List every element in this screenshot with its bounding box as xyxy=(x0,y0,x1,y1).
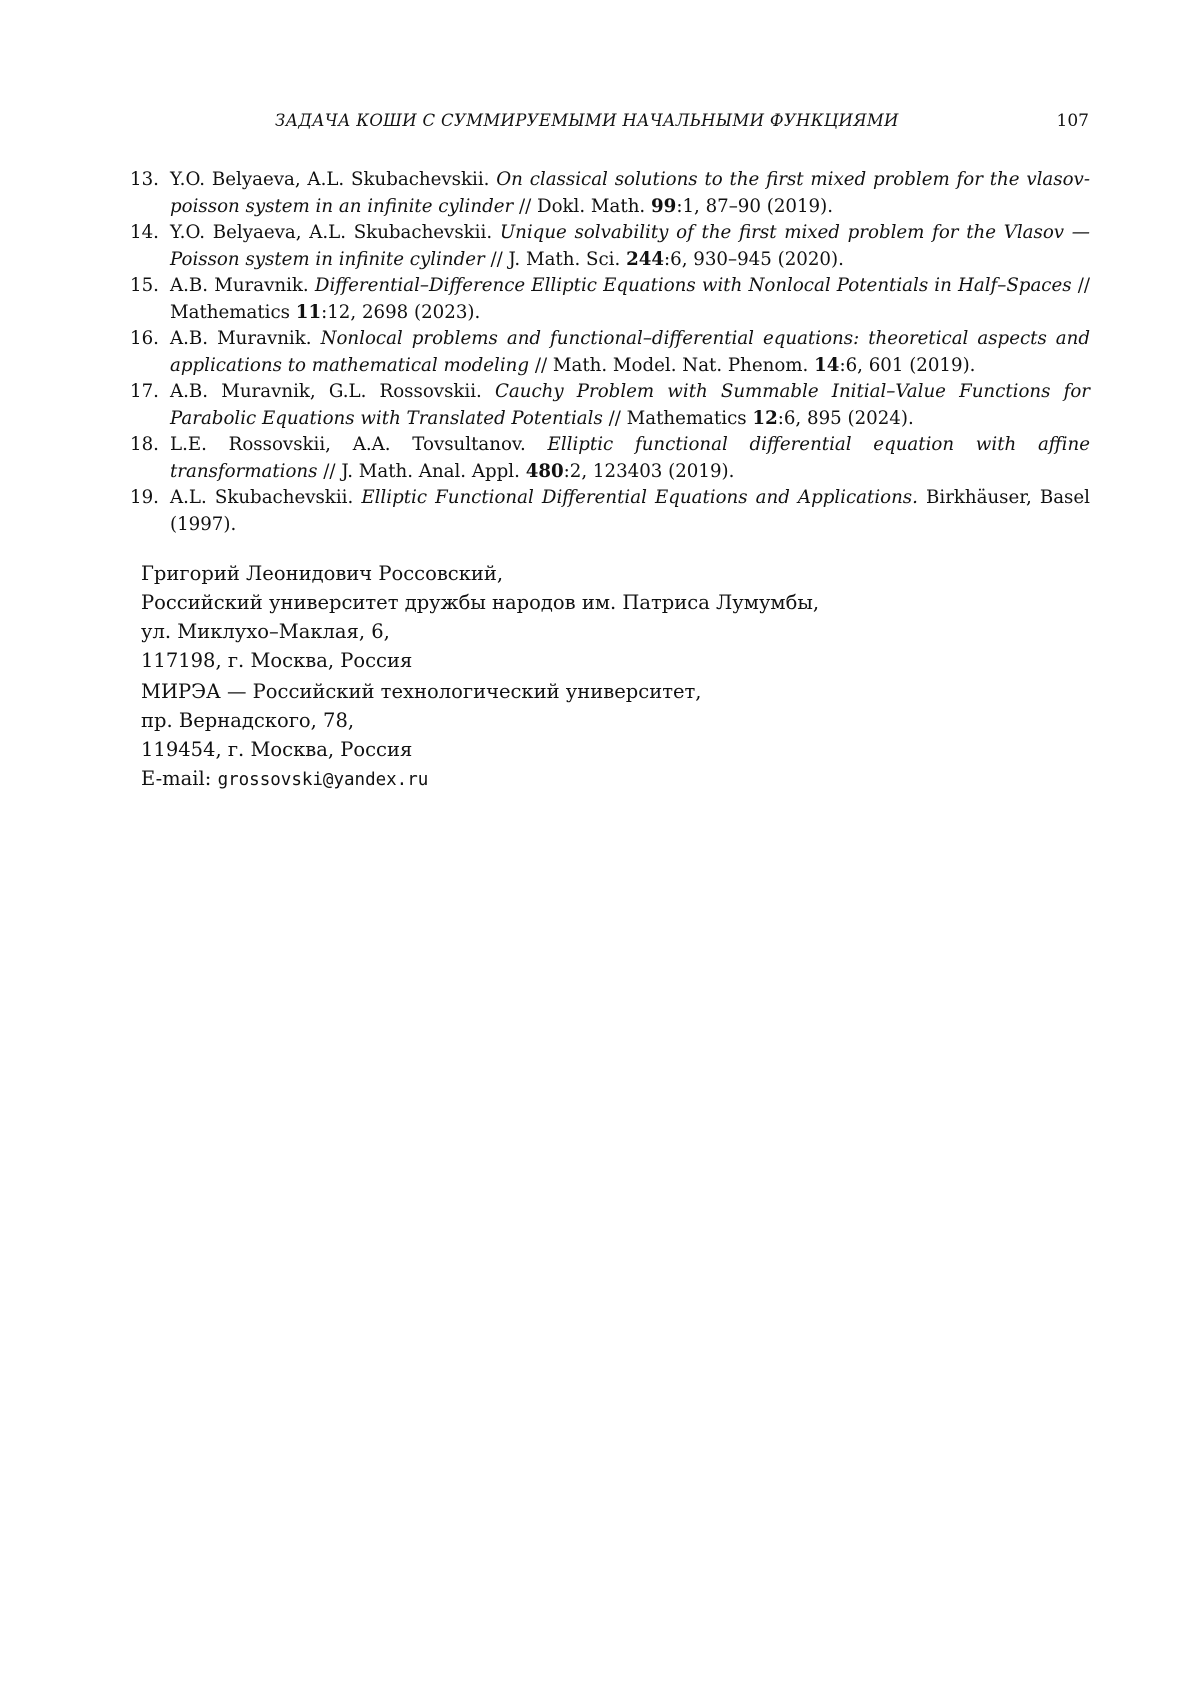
reference-number: 13. xyxy=(130,169,159,190)
reference-volume: 12 xyxy=(752,407,778,429)
running-header xyxy=(0,111,1200,135)
reference-volume: 99 xyxy=(651,195,677,217)
reference-number: 18. xyxy=(130,434,159,455)
reference-number: 14. xyxy=(130,222,159,243)
author-name: Григорий Леонидович Россовский, xyxy=(141,562,504,585)
reference-journal: Math. Model. Nat. Phenom. xyxy=(552,354,809,376)
reference-details: :1, 87–90 (2019). xyxy=(676,195,833,217)
reference-details: :6, 930–945 (2020). xyxy=(664,248,844,270)
reference-item xyxy=(130,220,1090,273)
reference-item xyxy=(130,485,1090,538)
reference-separator: // xyxy=(602,407,627,429)
affiliation-line: Российский университет дружбы народов им. Патриса Лумумбы, xyxy=(141,591,820,614)
reference-number: 19. xyxy=(130,487,159,508)
affiliation-line: ул. Миклухо–Маклая, 6, xyxy=(141,620,390,643)
email-label: E-mail: xyxy=(141,767,212,790)
reference-authors: Y.O. Belyaeva, A.L. Skubachevskii. xyxy=(170,222,493,243)
reference-journal: Dokl. Math. xyxy=(537,195,646,217)
email-line xyxy=(141,764,819,795)
reference-authors: A.B. Muravnik. xyxy=(170,328,312,349)
reference-authors: A.B. Muravnik. xyxy=(170,275,309,296)
email-link[interactable]: grossovski@yandex.ru xyxy=(217,770,429,790)
reference-details: :6, 895 (2024). xyxy=(777,407,914,429)
reference-details: :12, 2698 (2023). xyxy=(321,301,481,323)
reference-details: :6, 601 (2019). xyxy=(839,354,976,376)
reference-separator: // xyxy=(529,354,553,376)
reference-number: 16. xyxy=(130,328,159,349)
reference-journal: J. Math. Anal. Appl. xyxy=(341,460,520,482)
reference-authors: Y.O. Belyaeva, A.L. Skubachevskii. xyxy=(170,169,490,190)
author-address-block xyxy=(141,559,819,795)
reference-number: 17. xyxy=(130,381,159,402)
reference-journal: Mathematics xyxy=(170,301,290,323)
reference-volume: 480 xyxy=(525,460,564,482)
reference-item xyxy=(130,432,1090,485)
reference-title: Nonlocal problems and functional–differential equations: theoretical aspects and applications to mathematical modeling xyxy=(170,328,1090,376)
reference-volume: 11 xyxy=(295,301,322,323)
affiliation-line: 119454, г. Москва, Россия xyxy=(141,738,413,761)
page-number: 107 xyxy=(1056,111,1089,131)
reference-volume: 244 xyxy=(626,248,665,270)
reference-separator: // xyxy=(513,195,537,217)
reference-journal: J. Math. Sci. xyxy=(508,248,621,270)
affiliation-line: 117198, г. Москва, Россия xyxy=(141,649,413,672)
reference-journal: Mathematics xyxy=(626,407,747,429)
affiliation-line: МИРЭА — Российский технологический университет, xyxy=(141,680,702,703)
reference-number: 15. xyxy=(130,275,159,296)
reference-item xyxy=(130,273,1090,326)
reference-title: On classical solutions to the first mixed problem for the vlasov-poisson system in an infinite cylinder xyxy=(170,169,1090,217)
reference-item xyxy=(130,379,1090,432)
reference-item xyxy=(130,167,1090,220)
reference-separator: // xyxy=(317,460,342,482)
reference-volume: 14 xyxy=(814,354,840,376)
reference-title: Cauchy Problem with Summable Initial–Value Functions for Parabolic Equations with Translated Potentials xyxy=(170,381,1090,429)
reference-title: Unique solvability of the first mixed problem for the Vlasov — Poisson system in infinite cylinder xyxy=(170,222,1090,270)
reference-authors: L.E. Rossovskii, A.A. Tovsultanov. xyxy=(170,434,526,455)
reference-authors: A.L. Skubachevskii. xyxy=(170,487,354,508)
reference-separator: // xyxy=(1071,275,1090,296)
reference-item xyxy=(130,326,1090,379)
reference-list xyxy=(130,167,1090,538)
running-title: ЗАДАЧА КОШИ С СУММИРУЕМЫМИ НАЧАЛЬНЫМИ ФУНКЦИЯМИ xyxy=(275,111,899,130)
reference-publisher: Birkhäuser, Basel (1997). xyxy=(170,487,1090,535)
reference-title: Differential–Difference Elliptic Equations with Nonlocal Potentials in Half–Spaces xyxy=(314,275,1072,296)
reference-authors: A.B. Muravnik, G.L. Rossovskii. xyxy=(170,381,482,402)
reference-details: :2, 123403 (2019). xyxy=(563,460,735,482)
reference-separator: // xyxy=(484,248,509,270)
affiliation-line: пр. Вернадского, 78, xyxy=(141,709,355,732)
reference-title: Elliptic functional differential equation with affine transformations xyxy=(170,434,1090,482)
reference-title: Elliptic Functional Differential Equations and Applications. xyxy=(361,487,918,508)
